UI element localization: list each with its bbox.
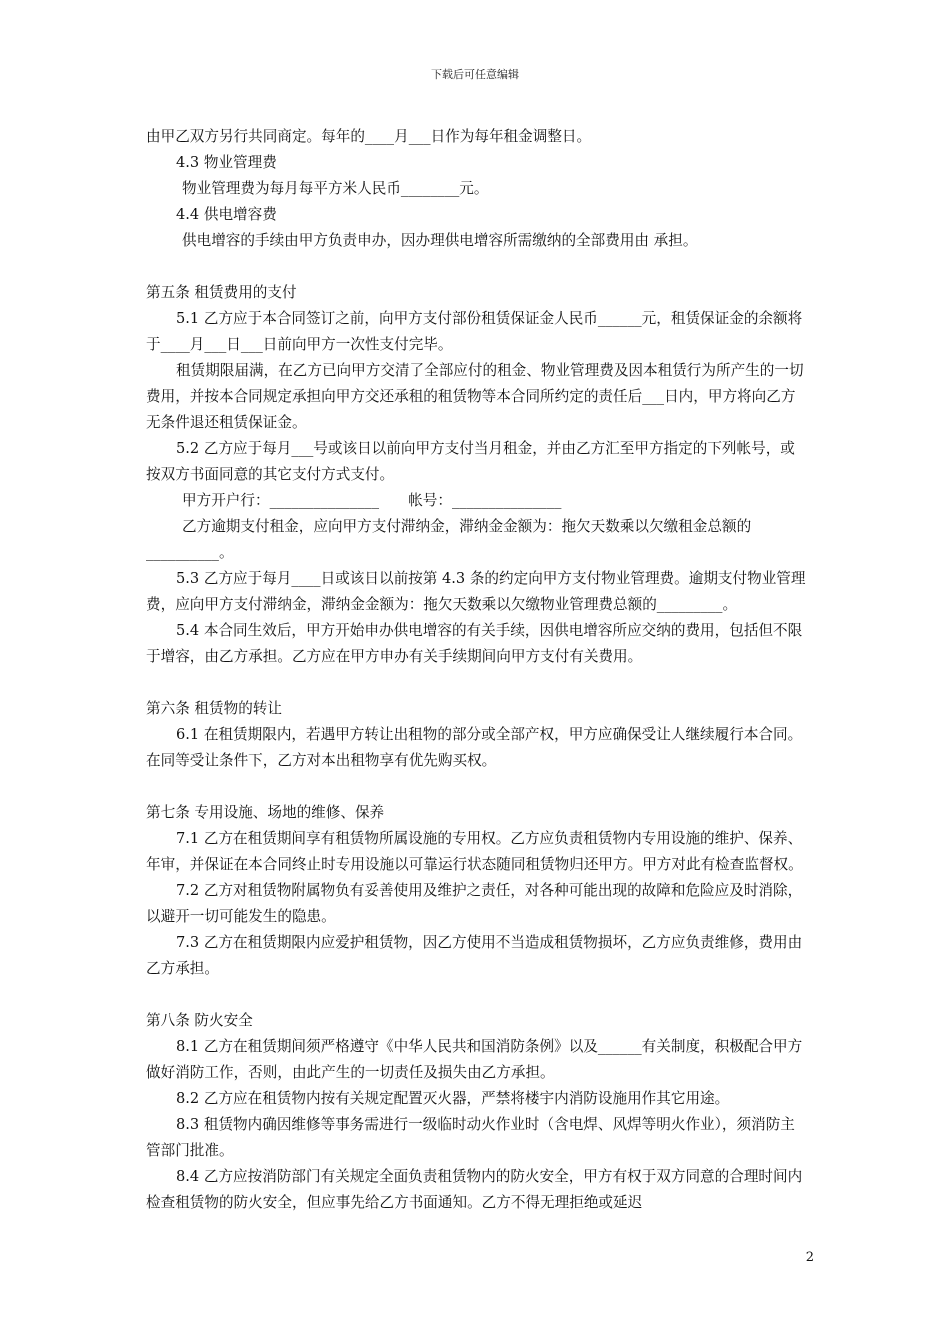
- section-8-heading: 第八条 防火安全: [146, 1012, 253, 1029]
- document-body: [146, 124, 806, 1216]
- clause-5-1-refund: 租赁期限届满，在乙方已向甲方交清了全部应付的租金、物业管理费及因本租赁行为所产生的一切费用，并按本合同规定承担向甲方交还承租的租赁物等本合同所约定的责任后___日内，甲方将向乙方无条件退还租赁保证金。: [146, 362, 804, 431]
- clause-7-3: 7.3 乙方在租赁期限内应爱护租赁物，因乙方使用不当造成租赁物损坏，乙方应负责维修，费用由乙方承担。: [146, 934, 803, 977]
- clause-5-2: 5.2 乙方应于每月___号或该日以前向甲方支付当月租金，并由乙方汇至甲方指定的下列帐号，或按双方书面同意的其它支付方式支付。: [146, 440, 795, 483]
- clause-4-4-title: 4.4 供电增容费: [176, 206, 277, 223]
- section-7-heading: 第七条 专用设施、场地的维修、保养: [146, 804, 385, 821]
- clause-7-1: 7.1 乙方在租赁期间享有租赁物所属设施的专用权。乙方应负责租赁物内专用设施的维护、保养、年审，并保证在本合同终止时专用设施以可靠运行状态随同租赁物归还甲方。甲方对此有检查监督权。: [146, 830, 803, 873]
- clause-4-3-title: 4.3 物业管理费: [176, 154, 277, 171]
- clause-5-4: 5.4 本合同生效后，甲方开始申办供电增容的有关手续，因供电增容所应交纳的费用，包括但不限于增容，由乙方承担。乙方应在甲方申办有关手续期间向甲方支付有关费用。: [146, 622, 803, 665]
- clause-5-2-late-fee: 乙方逾期支付租金，应向甲方支付滞纳金，滞纳金金额为：拖欠天数乘以欠缴租金总额的__________。: [146, 518, 752, 561]
- section-gap: [146, 982, 806, 1008]
- clause-4-3-body: 物业管理费为每月每平方米人民币________元。: [182, 180, 489, 197]
- bank-account-line: 甲方开户行：_______________ 帐号：_______________: [182, 492, 562, 509]
- clause-7-2: 7.2 乙方对租赁物附属物负有妥善使用及维护之责任，对各种可能出现的故障和危险应及时消除，以避开一切可能发生的隐患。: [146, 882, 803, 925]
- clause-4-4-body: 供电增容的手续由甲方负责申办，因办理供电增容所需缴纳的全部费用由 承担。: [182, 232, 698, 249]
- paragraph-rent-adjustment: 由甲乙双方另行共同商定。每年的____月___日作为每年租金调整日。: [146, 128, 592, 145]
- clause-8-3: 8.3 租赁物内确因维修等事务需进行一级临时动火作业时（含电焊、风焊等明火作业），须消防主管部门批准。: [146, 1116, 795, 1159]
- section-gap: [146, 774, 806, 800]
- section-6-heading: 第六条 租赁物的转让: [146, 700, 282, 717]
- clause-8-2: 8.2 乙方应在租赁物内按有关规定配置灭火器，严禁将楼宇内消防设施用作其它用途。: [176, 1090, 730, 1107]
- clause-5-1: 5.1 乙方应于本合同签订之前，向甲方支付部份租赁保证金人民币______元，租赁保证金的余额将于____月___日___日前向甲方一次性支付完毕。: [146, 310, 803, 353]
- clause-5-3: 5.3 乙方应于每月____日或该日以前按第 4.3 条的约定向甲方支付物业管理费。逾期支付物业管理费，应向甲方支付滞纳金，滞纳金金额为：拖欠天数乘以欠缴物业管理费总额的_________。: [146, 570, 806, 613]
- clause-8-1: 8.1 乙方在租赁期间须严格遵守《中华人民共和国消防条例》以及______有关制度，积极配合甲方做好消防工作，否则，由此产生的一切责任及损失由乙方承担。: [146, 1038, 803, 1081]
- page-number: 2: [805, 1250, 814, 1265]
- page-header: 下载后可任意编辑: [431, 68, 519, 81]
- clause-8-4: 8.4 乙方应按消防部门有关规定全面负责租赁物内的防火安全，甲方有权于双方同意的合理时间内检查租赁物的防火安全，但应事先给乙方书面通知。乙方不得无理拒绝或延迟: [146, 1168, 803, 1211]
- section-gap: [146, 670, 806, 696]
- section-gap: [146, 254, 806, 280]
- section-5-heading: 第五条 租赁费用的支付: [146, 284, 297, 301]
- clause-6-1: 6.1 在租赁期限内，若遇甲方转让出租物的部分或全部产权，甲方应确保受让人继续履行本合同。在同等受让条件下，乙方对本出租物享有优先购买权。: [146, 726, 803, 769]
